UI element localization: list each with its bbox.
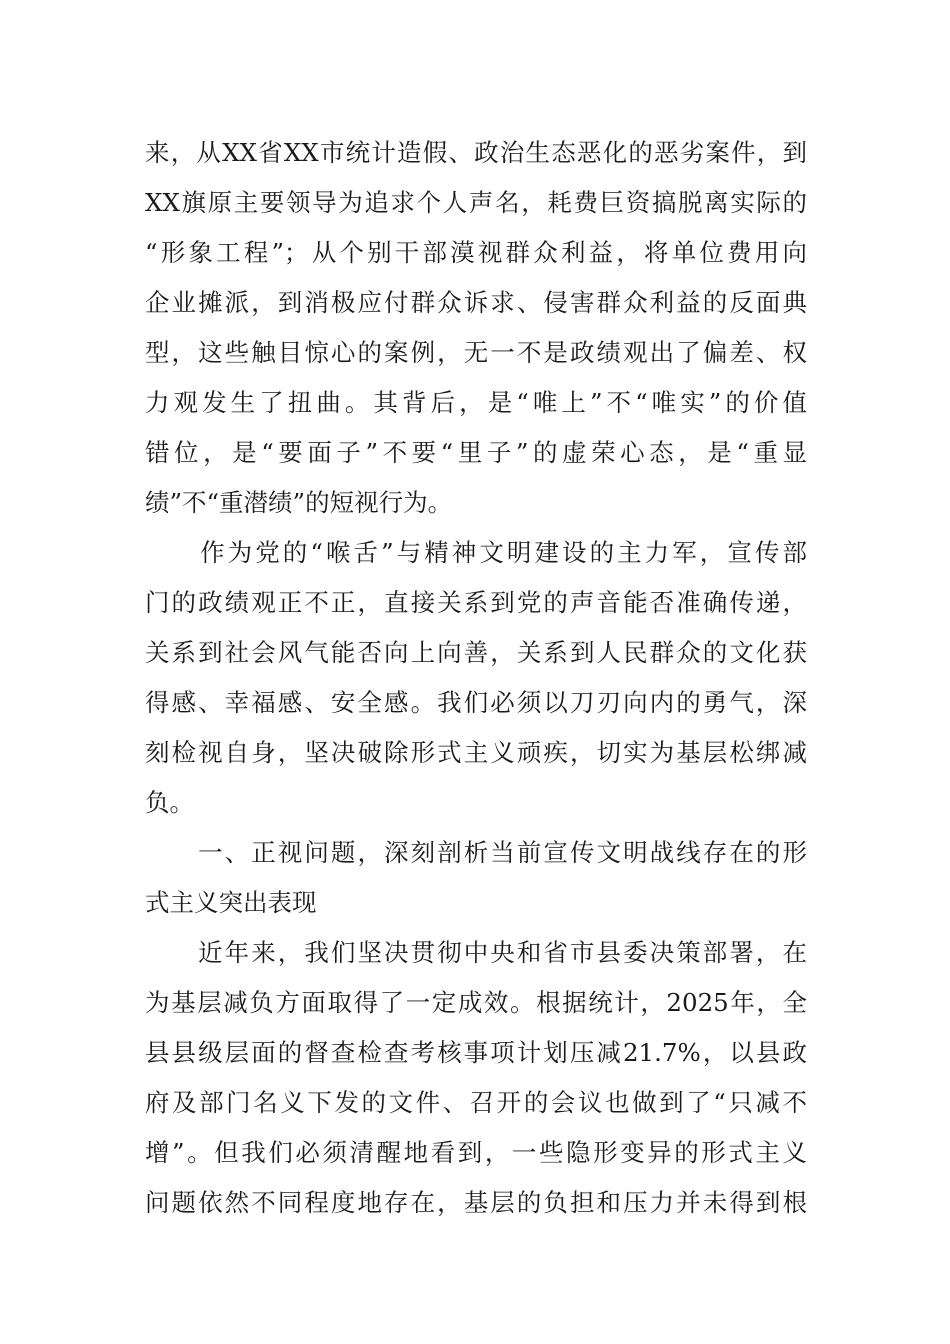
text-line: 绩”不“重潜绩”的短视行为。	[145, 488, 453, 517]
text-line: 得感、幸福感、安全感。我们必须以刀刃向内的勇气，深	[145, 688, 807, 717]
document-body	[145, 128, 807, 1228]
text-line: 问题依然不同程度地存在，基层的负担和压力并未得到根	[145, 1188, 807, 1217]
text-line: 为基层减负方面取得了一定成效。根据统计，2025年，全	[145, 988, 807, 1017]
text-line: 企业摊派，到消极应付群众诉求、侵害群众利益的反面典	[145, 288, 807, 317]
section-heading-1	[145, 828, 807, 928]
text-line: 关系到社会风气能否向上向善，关系到人民群众的文化获	[145, 638, 807, 667]
text-line: 来，从XX省XX市统计造假、政治生态恶化的恶劣案件，到	[145, 138, 807, 167]
text-line: 错位，是“要面子”不要“里子”的虚荣心态，是“重显	[145, 438, 807, 467]
paragraph-1	[145, 128, 807, 528]
text-line: 门的政绩观正不正，直接关系到党的声音能否准确传递，	[145, 588, 807, 617]
text-line: 增”。但我们必须清醒地看到，一些隐形变异的形式主义	[145, 1138, 807, 1167]
text-line: 型，这些触目惊心的案例，无一不是政绩观出了偏差、权	[145, 338, 807, 367]
paragraph-4	[145, 928, 807, 1228]
text-line: 负。	[145, 788, 194, 817]
paragraph-2	[145, 528, 807, 828]
text-line: 近年来，我们坚决贯彻中央和省市县委决策部署，在	[145, 938, 807, 967]
text-line: “形象工程”；从个别干部漠视群众利益，将单位费用向	[145, 238, 807, 267]
text-line: 刻检视自身，坚决破除形式主义顽疾，切实为基层松绑减	[145, 738, 807, 767]
text-line: XX旗原主要领导为追求个人声名，耗费巨资搞脱离实际的	[145, 188, 807, 217]
text-line: 作为党的“喉舌”与精神文明建设的主力军，宣传部	[145, 538, 807, 567]
text-line: 一、正视问题，深刻剖析当前宣传文明战线存在的形	[145, 838, 807, 867]
text-line: 式主义突出表现	[145, 888, 317, 917]
text-line: 县县级层面的督查检查考核事项计划压减21.7%，以县政	[145, 1038, 807, 1067]
text-line: 府及部门名义下发的文件、召开的会议也做到了“只减不	[145, 1088, 807, 1117]
text-line: 力观发生了扭曲。其背后，是“唯上”不“唯实”的价值	[145, 388, 807, 417]
